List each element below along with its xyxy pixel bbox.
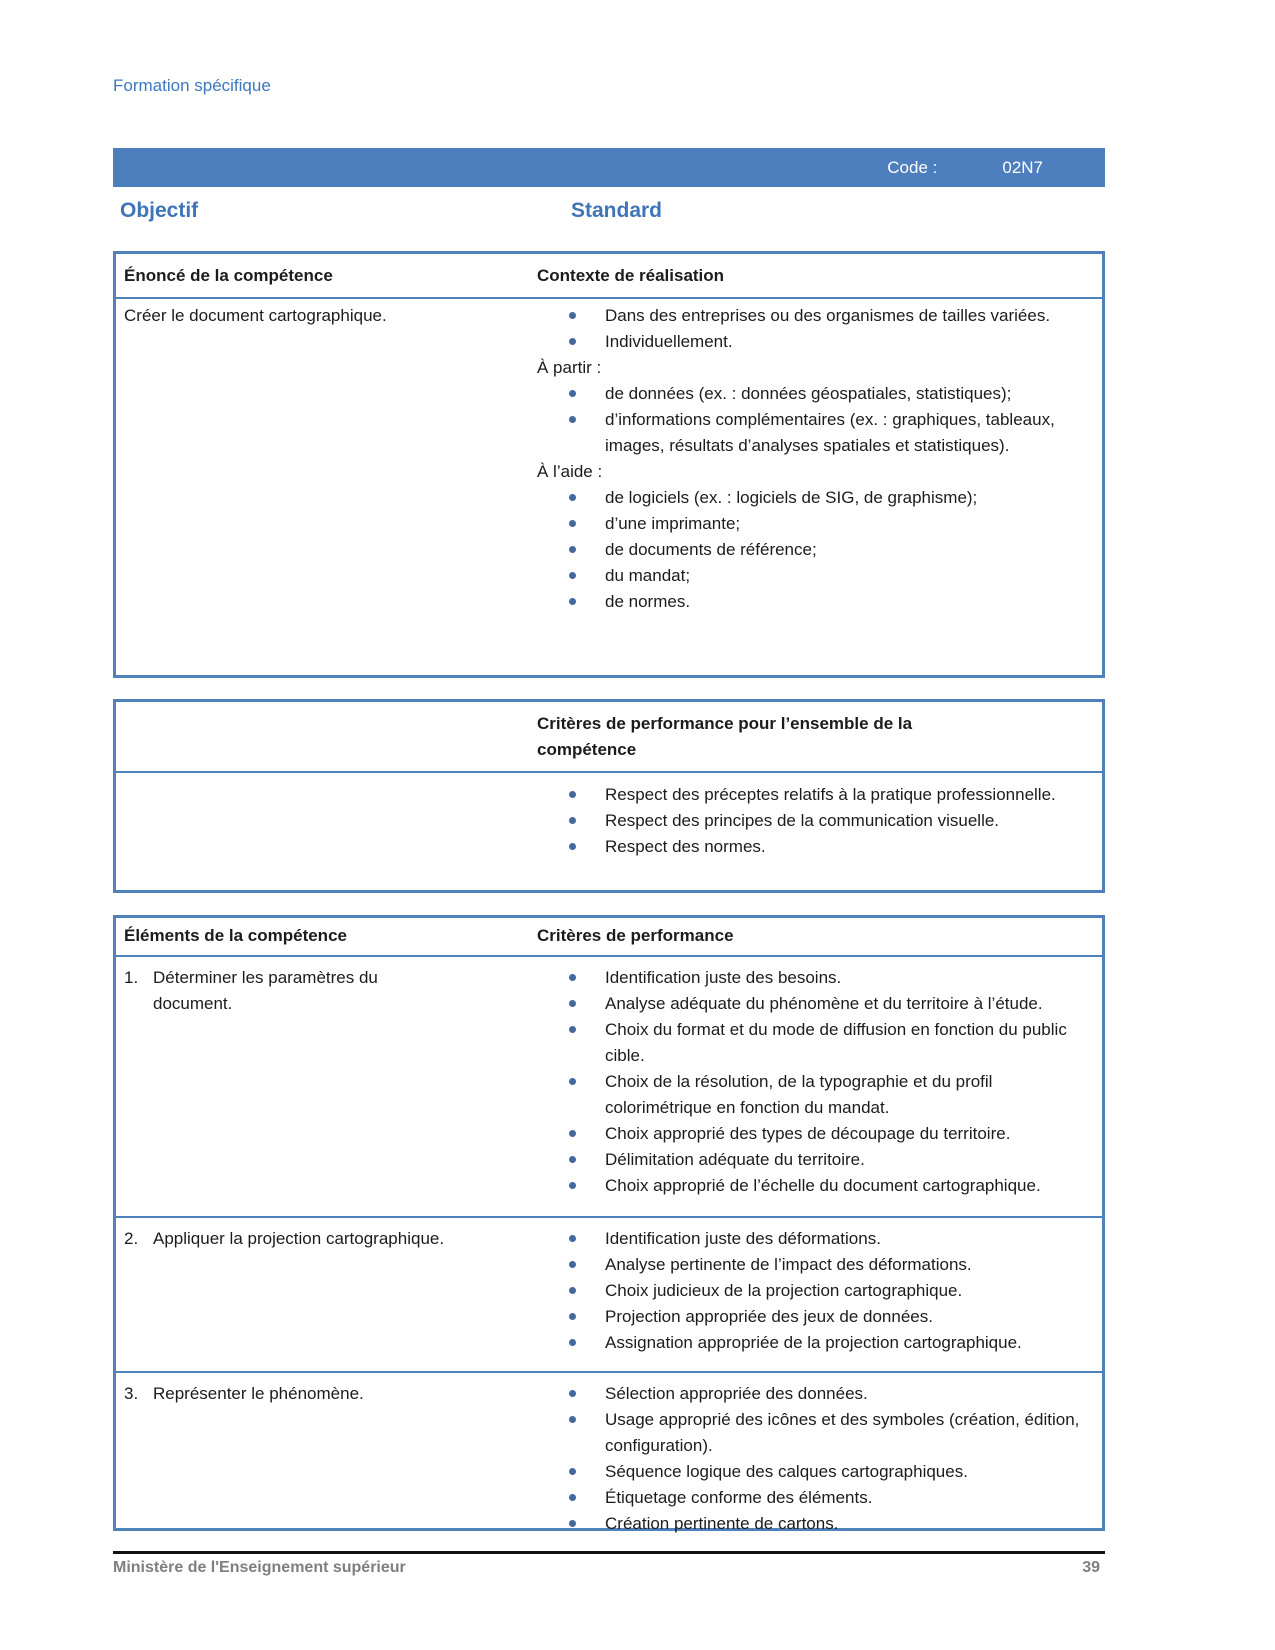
list-item-text: Choix approprié des types de découpage du territoire. — [605, 1124, 1011, 1143]
list-item — [537, 1226, 1102, 1252]
list-item — [537, 1069, 1102, 1121]
bullet-icon — [569, 390, 576, 397]
list-item-text: Séquence logique des calques cartographiques. — [605, 1462, 968, 1481]
bullet-icon — [569, 1287, 576, 1294]
bullet-icon — [569, 416, 576, 423]
list-item — [537, 1381, 1102, 1407]
list-item-text: À l’aide : — [537, 462, 603, 481]
list-item — [537, 1252, 1102, 1278]
elements-table — [113, 915, 1105, 1531]
list-item — [537, 303, 1102, 329]
empty-header-cell — [116, 711, 537, 763]
objectif-title: Objectif — [120, 199, 199, 222]
criteria-cell — [537, 965, 1102, 1216]
list-item — [537, 1485, 1102, 1511]
list-item-text: Choix judicieux de la projection cartographique. — [605, 1281, 963, 1300]
list-item — [537, 1278, 1102, 1304]
code-bar — [113, 148, 1105, 187]
list-item-text: du mandat; — [605, 566, 691, 585]
list-item-text: Respect des principes de la communication visuelle. — [605, 811, 1000, 830]
criteres-ensemble-header-row — [116, 702, 1102, 773]
criteres-ensemble-cell — [537, 782, 1102, 860]
list-item-text: de logiciels (ex. : logiciels de SIG, de graphisme); — [605, 488, 978, 507]
list-item-text: Sélection appropriée des données. — [605, 1384, 868, 1403]
bullet-icon — [569, 598, 576, 605]
list-item — [537, 1017, 1102, 1069]
list-item — [537, 1121, 1102, 1147]
bullet-icon — [569, 520, 576, 527]
list-item — [537, 965, 1102, 991]
bullet-icon — [569, 1339, 576, 1346]
bullet-icon — [569, 1468, 576, 1475]
element-cell — [116, 1226, 537, 1371]
column-titles — [113, 196, 1105, 226]
criteres-header-cell: Critères de performance — [537, 926, 734, 945]
list-item — [537, 782, 1102, 808]
element-cell — [116, 965, 537, 1216]
list-item-text: Usage approprié des icônes et des symboles (création, édition, configuration). — [605, 1410, 1080, 1455]
competence-statement: Créer le document cartographique. — [124, 306, 387, 325]
criteres-ensemble-header-cell — [537, 711, 1102, 763]
list-item — [537, 511, 1102, 537]
list-item — [537, 1511, 1102, 1537]
list-item — [537, 355, 1102, 381]
list-item — [537, 1304, 1102, 1330]
bullet-icon — [569, 1078, 576, 1085]
list-item — [537, 563, 1102, 589]
empty-body-cell — [116, 782, 537, 860]
table-row — [116, 957, 1102, 1216]
criteres-ensemble-body — [116, 773, 1102, 868]
bullet-icon — [569, 494, 576, 501]
list-item — [537, 589, 1102, 615]
list-item — [537, 485, 1102, 511]
bullet-icon — [569, 843, 576, 850]
bullet-icon — [569, 1130, 576, 1137]
list-item — [537, 537, 1102, 563]
list-item-text: Individuellement. — [605, 332, 733, 351]
list-item — [537, 1173, 1102, 1199]
criteres-ensemble-table — [113, 699, 1105, 893]
bullet-icon — [569, 338, 576, 345]
enonce-table — [113, 251, 1105, 678]
list-item — [537, 1330, 1102, 1356]
bullet-icon — [569, 546, 576, 553]
element-number: 3. — [124, 1384, 139, 1403]
list-item-text: Choix du format et du mode de diffusion en fonction du public cible. — [605, 1020, 1067, 1065]
list-item-text: de données (ex. : données géospatiales, statistiques); — [605, 384, 1012, 403]
list-item-text: d’informations complémentaires (ex. : graphiques, tableaux, images, résultats d’analyses spatiales et statistiques). — [605, 410, 1055, 455]
criteria-list — [537, 1226, 1102, 1356]
numbered-element — [124, 1226, 537, 1252]
list-item — [537, 459, 1102, 485]
table-row — [116, 1216, 1102, 1371]
list-item-text: Projection appropriée des jeux de données. — [605, 1307, 933, 1326]
list-item-text: de documents de référence; — [605, 540, 817, 559]
list-item-text: Analyse pertinente de l’impact des déformations. — [605, 1255, 972, 1274]
list-item-text: Création pertinente de cartons. — [605, 1514, 839, 1533]
list-item-text: Choix approprié de l’échelle du document cartographique. — [605, 1176, 1041, 1195]
bullet-icon — [569, 1235, 576, 1242]
element-number: 1. — [124, 968, 139, 987]
table-row — [116, 1371, 1102, 1537]
bullet-icon — [569, 1313, 576, 1320]
footer-rule — [113, 1551, 1105, 1554]
list-item — [537, 808, 1102, 834]
contexte-list — [537, 303, 1102, 615]
list-item-text: Assignation appropriée de la projection cartographique. — [605, 1333, 1022, 1352]
list-item-text: d’une imprimante; — [605, 514, 741, 533]
enonce-table-header — [116, 254, 1102, 299]
list-item — [537, 381, 1102, 407]
footer — [113, 1557, 1105, 1579]
list-item-text: de normes. — [605, 592, 691, 611]
code-label: Code : — [887, 157, 938, 177]
list-item-text: Choix de la résolution, de la typographie et du profil colorimétrique en fonction du mandat. — [605, 1072, 993, 1117]
contexte-cell — [537, 303, 1102, 615]
enonce-table-body — [116, 299, 1102, 623]
criteres-ensemble-list — [537, 782, 1102, 860]
bullet-icon — [569, 572, 576, 579]
element-cell — [116, 1381, 537, 1537]
criteres-ensemble-header: Critères de performance pour l’ensemble de la compétence — [537, 714, 913, 759]
bullet-icon — [569, 817, 576, 824]
bullet-icon — [569, 1520, 576, 1527]
list-item-text: Respect des préceptes relatifs à la pratique professionnelle. — [605, 785, 1056, 804]
elements-table-header — [116, 918, 1102, 957]
list-item-text: Respect des normes. — [605, 837, 766, 856]
list-item — [537, 991, 1102, 1017]
criteria-cell — [537, 1226, 1102, 1371]
bullet-icon — [569, 974, 576, 981]
bullet-icon — [569, 1390, 576, 1397]
standard-title: Standard — [571, 199, 663, 222]
list-item-text: Analyse adéquate du phénomène et du territoire à l’étude. — [605, 994, 1043, 1013]
code-value: 02N7 — [1002, 157, 1043, 177]
numbered-element — [124, 965, 537, 1017]
bullet-icon — [569, 1026, 576, 1033]
bullet-icon — [569, 1182, 576, 1189]
element-text: Appliquer la projection cartographique. — [153, 1229, 445, 1248]
criteria-list — [537, 1381, 1102, 1537]
criteria-cell — [537, 1381, 1102, 1537]
element-number: 2. — [124, 1229, 139, 1248]
elements-table-rows — [116, 957, 1102, 1537]
section-label: Formation spécifique — [113, 76, 271, 95]
list-item — [537, 329, 1102, 355]
list-item-text: Délimitation adéquate du territoire. — [605, 1150, 865, 1169]
list-item — [537, 1407, 1102, 1459]
list-item — [537, 1147, 1102, 1173]
contexte-header-cell: Contexte de réalisation — [537, 266, 725, 285]
statement-cell — [116, 303, 537, 615]
list-item — [537, 1459, 1102, 1485]
criteria-list — [537, 965, 1102, 1199]
elements-header-cell: Éléments de la compétence — [124, 926, 347, 945]
bullet-icon — [569, 791, 576, 798]
numbered-element — [124, 1381, 537, 1407]
footer-ministry: Ministère de l'Enseignement supérieur — [113, 1559, 406, 1576]
bullet-icon — [569, 1494, 576, 1501]
page-number: 39 — [1082, 1559, 1100, 1576]
list-item-text: Dans des entreprises ou des organismes de tailles variées. — [605, 306, 1051, 325]
list-item — [537, 407, 1102, 459]
bullet-icon — [569, 1000, 576, 1007]
element-text: Représenter le phénomène. — [153, 1384, 364, 1403]
list-item-text: Identification juste des déformations. — [605, 1229, 881, 1248]
bullet-icon — [569, 1261, 576, 1268]
list-item — [537, 834, 1102, 860]
bullet-icon — [569, 1156, 576, 1163]
element-text: Déterminer les paramètres du document. — [153, 968, 378, 1013]
bullet-icon — [569, 1416, 576, 1423]
list-item-text: À partir : — [537, 358, 602, 377]
list-item-text: Identification juste des besoins. — [605, 968, 842, 987]
list-item-text: Étiquetage conforme des éléments. — [605, 1488, 873, 1507]
bullet-icon — [569, 312, 576, 319]
enonce-header-cell: Énoncé de la compétence — [124, 266, 333, 285]
